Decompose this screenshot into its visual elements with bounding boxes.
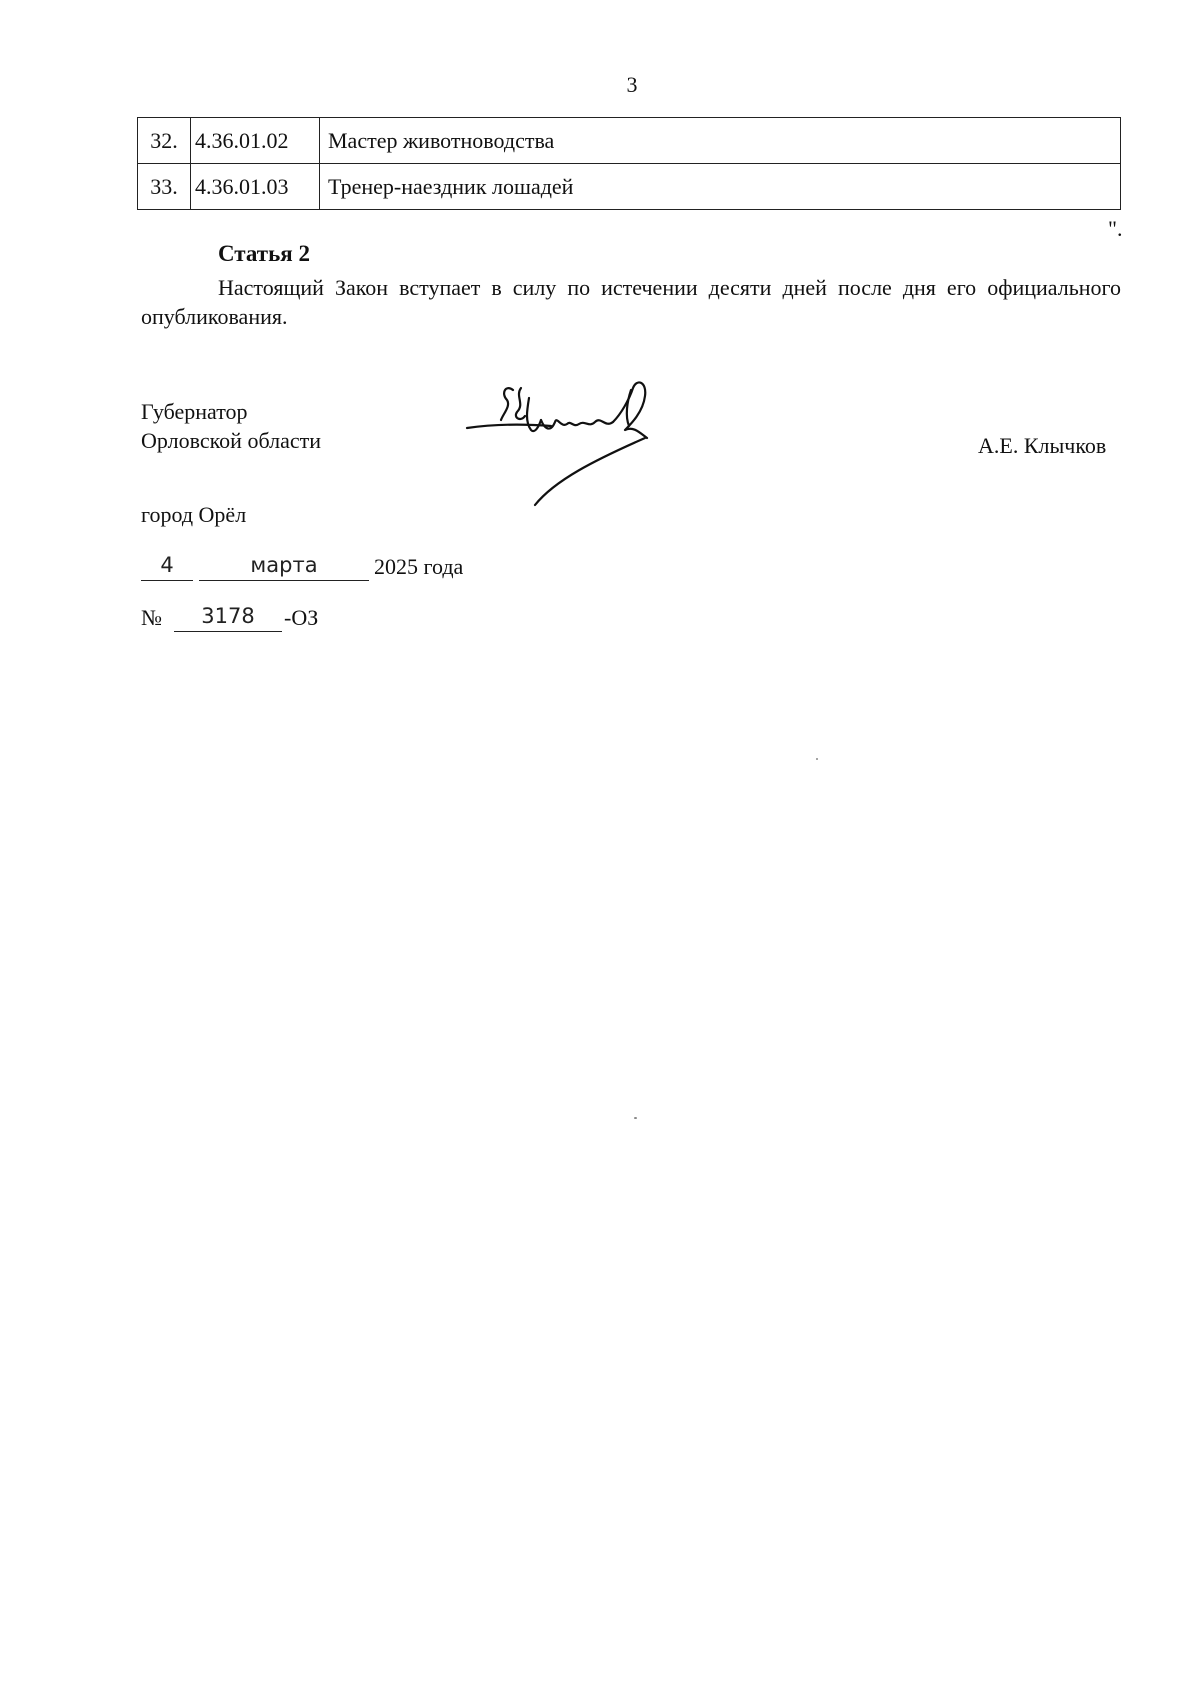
signing-date — [141, 552, 541, 586]
article-text: Настоящий Закон вступает в силу по истечении десяти дней после дня его официального опубликования. — [141, 275, 1121, 329]
scan-speck — [816, 758, 818, 760]
number-value: 3178 — [174, 603, 282, 632]
row-number: 33. — [138, 164, 191, 210]
law-number — [141, 603, 441, 637]
professions-table — [137, 117, 1121, 210]
page-number: 3 — [626, 72, 638, 97]
governor-title-line2: Орловской области — [141, 428, 321, 453]
number-suffix: -ОЗ — [284, 605, 319, 630]
table-row — [138, 164, 1121, 210]
scan-speck — [634, 1117, 637, 1119]
number-sign: № — [141, 605, 162, 630]
row-name: Мастер животноводства — [320, 118, 1121, 164]
date-day: 4 — [141, 552, 193, 581]
row-code: 4.36.01.02 — [191, 118, 320, 164]
date-month: марта — [199, 552, 369, 581]
closing-quote: ". — [1108, 216, 1123, 241]
row-code: 4.36.01.03 — [191, 164, 320, 210]
city: город Орёл — [141, 502, 247, 527]
governor-title — [141, 397, 321, 455]
article-title: Статья 2 — [218, 241, 310, 266]
table-row — [138, 118, 1121, 164]
row-name: Тренер-наездник лошадей — [320, 164, 1121, 210]
row-number: 32. — [138, 118, 191, 164]
date-year: 2025 года — [374, 554, 464, 579]
governor-title-line1: Губернатор — [141, 399, 248, 424]
handwritten-signature — [455, 380, 695, 510]
governor-name: А.Е. Клычков — [978, 433, 1107, 458]
